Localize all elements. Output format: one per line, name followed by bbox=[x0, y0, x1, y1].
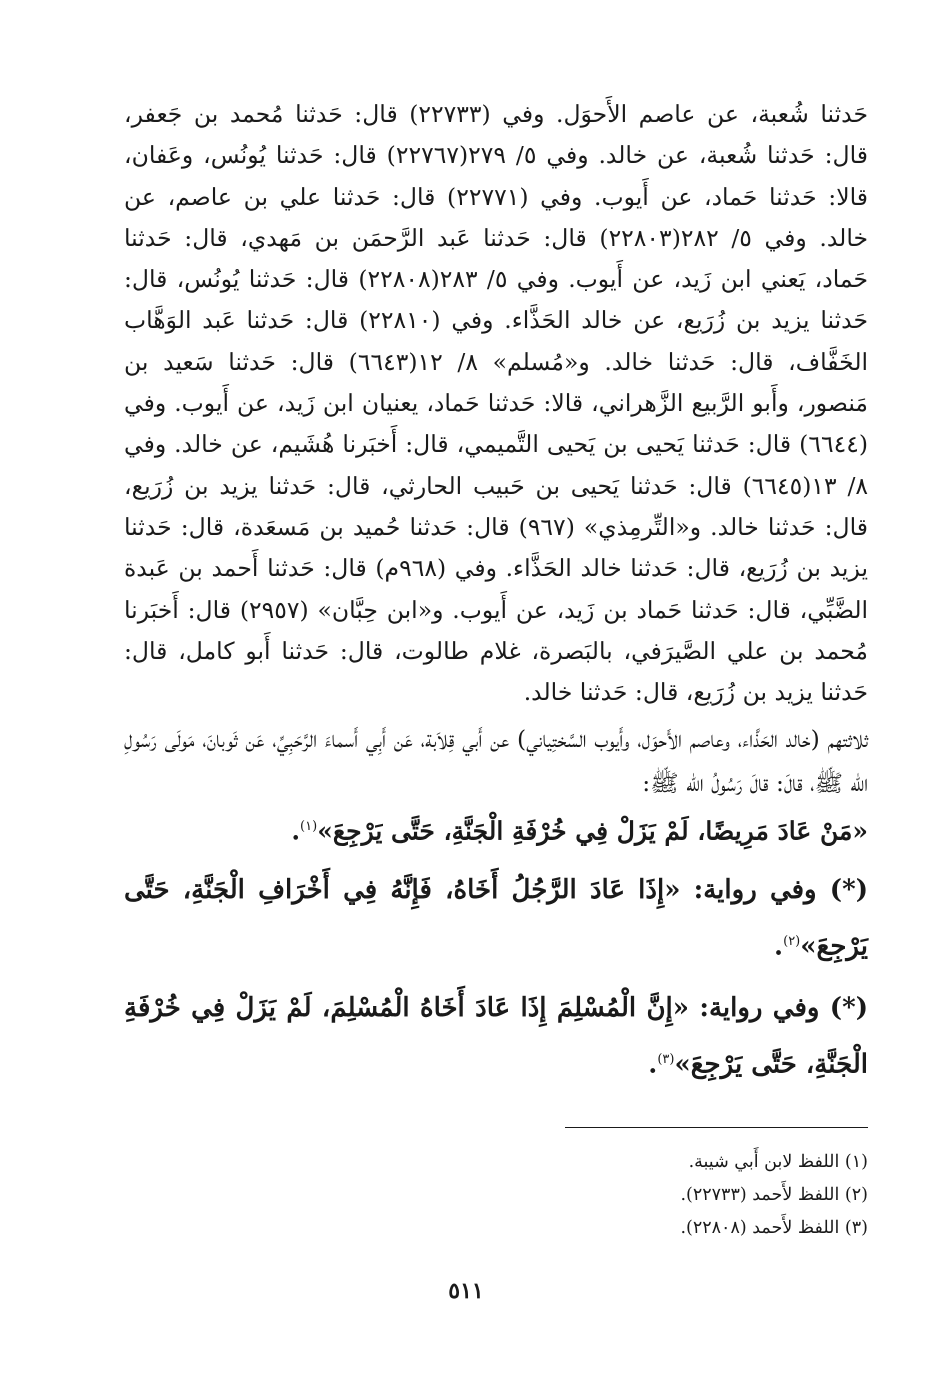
footnote-divider bbox=[565, 1127, 868, 1128]
footnote-ref-2[interactable]: (٢) bbox=[783, 933, 801, 949]
footnote-3: (٣) اللفظ لأَحمد (٢٢٨٠٨). bbox=[680, 1218, 868, 1238]
variant-2 bbox=[124, 982, 868, 1091]
variant-2-text: (*) وفي رواية: «إِنَّ الْمُسْلِمَ إِذَا عَادَ أَخَاهُ الْمُسْلِمَ، لَمْ يَزَلْ فِي خُرْفَةِ الْجَنَّةِ، حَتَّى يَرْجِعَ» bbox=[124, 993, 868, 1081]
variant-1-text: (*) وفي رواية: «إِذَا عَادَ الرَّجُلُ أَخَاهُ، فَإِنَّهُ فِي أَخْرَافِ الْجَنَّةِ، حَتَّى يَرْجِعَ» bbox=[124, 874, 868, 962]
chain-paragraph: ثلاثتهم (خالد الحَذَّاء، وعاصم الأَحوَل، وأَيوب السَّختِياني) عن أَبي قِلاَبة، عَن أَبِي أَسماءَ الرَّحَبِيِّ، عَن ثَوبانَ، مَولَى رَسُولِ الله ﷺ، قالَ: قالَ رَسُولُ الله ﷺ: bbox=[124, 725, 868, 798]
footnotes bbox=[468, 1146, 868, 1245]
end-mark: . bbox=[648, 1050, 658, 1081]
hadith-main-text: «مَنْ عَادَ مَرِيضًا، لَمْ يَزَلْ فِي خُرْفَةِ الْجَنَّةِ، حَتَّى يَرْجِعَ» bbox=[317, 816, 868, 846]
variant-1 bbox=[124, 864, 868, 973]
footnote-2: (٢) اللفظ لأَحمد (٢٢٧٣٣). bbox=[680, 1185, 868, 1205]
footnote-ref-3[interactable]: (٣) bbox=[657, 1052, 675, 1068]
footnote-ref-1[interactable]: (١) bbox=[300, 819, 318, 835]
end-mark: . bbox=[291, 816, 301, 846]
page-number: ٥١١ bbox=[448, 1278, 484, 1304]
isnad-paragraph: حَدثنا شُعبة، عن عاصم الأَحوَل. وفي (٢٢٧٣٣) قال: حَدثنا مُحمد بن جَعفر، قال: حَدثنا شُعبة، عن خالد. وفي ٥/ ٢٧٩(٢٢٧٦٧) قال: حَدثنا يُونُس، وعَفان، قالا: حَدثنا حَماد، عن أَيوب. وفي (٢٢٧٧١) قال: حَدثنا علي بن عاصم، عن خالد. وفي ٥/ ٢٨٢(٢٢٨٠٣) قال: حَدثنا عَبد الرَّحمَن بن مَهدي، قال: حَدثنا حَماد، يَعني ابن زَيد، عن أَيوب. وفي ٥/ ٢٨٣(٢٢٨٠٨) قال: حَدثنا يُونُس، قال: حَدثنا يزيد بن زُرَيع، عن خالد الحَذَّاء. وفي (٢٢٨١٠) قال: حَدثنا عَبد الوَهَّاب الخَفَّاف، قال: حَدثنا خالد. و«مُسلم» ٨/ ١٢(٦٦٤٣) قال: حَدثنا سَعيد بن مَنصور، وأَبو الرَّبيع الزَّهراني، قالا: حَدثنا حَماد، يعنيان ابن زَيد، عن أَيوب. وفي (٦٦٤٤) قال: حَدثنا يَحيى بن يَحيى التَّميمي، قال: أَخبَرنا هُشَيم، عن خالد. وفي ٨/ ١٣(٦٦٤٥) قال: حَدثنا يَحيى بن حَبيب الحارثي، قال: حَدثنا يزيد بن زُرَيع، قال: حَدثنا خالد. و«التِّرمِذي» (٩٦٧) قال: حَدثنا حُميد بن مَسعَدة، قال: حَدثنا يزيد بن زُرَيع، قال: حَدثنا خالد الحَذَّاء. وفي (٩٦٨م) قال: حَدثنا أَحمد بن عَبدة الضَّبِّي، قال: حَدثنا حَماد بن زَيد، عن أَيوب. و«ابن حِبَّان» (٢٩٥٧) قال: أَخبَرنا مُحمد بن علي الصَّيرَفي، بالبَصرة، غلام طالوت، قال: حَدثنا أَبو كامل، قال: حَدثنا يزيد بن زُرَيع، قال: حَدثنا خالد. bbox=[124, 100, 869, 707]
page-body bbox=[124, 94, 868, 1091]
hadith-main bbox=[124, 805, 868, 853]
end-mark: . bbox=[774, 931, 784, 962]
footnote-1: (١) اللفظ لابن أَبي شيبة. bbox=[688, 1152, 868, 1172]
